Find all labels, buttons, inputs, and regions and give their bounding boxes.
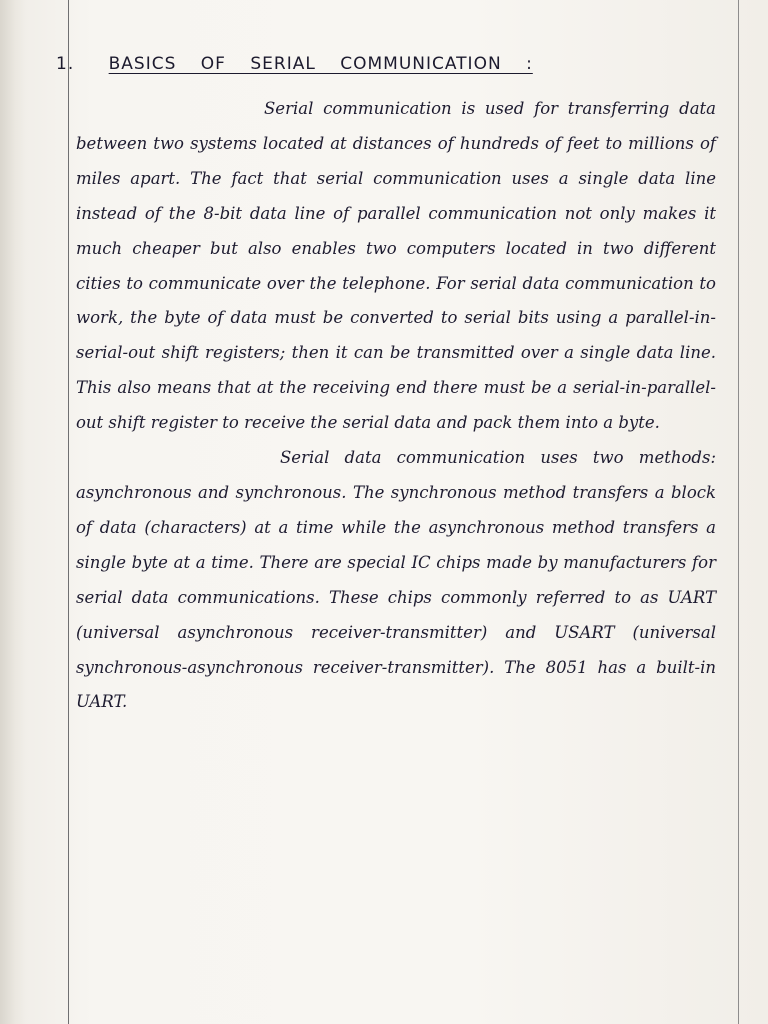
right-margin-line	[738, 0, 739, 1024]
paragraph-2-wrapper	[76, 441, 716, 720]
left-margin-line	[68, 0, 69, 1024]
section-number: 1.	[56, 54, 75, 74]
paragraph-1: Serial communication is used for transferring data between two systems located at distances of hundreds of feet to millions of miles apart. The fact that serial communication uses a single data line instead of the 8-bit data line of parallel communication not only makes it much cheaper but also enables two computers located in two different cities to communicate over the telephone. For serial data communication to work, the byte of data must be converted to serial bits using a parallel-in-serial-out shift registers; then it can be transmitted over a single data line. This also means that at the receiving end there must be a serial-in-parallel-out shift register to receive the serial data and pack them into a byte.	[76, 99, 716, 433]
section-heading	[56, 54, 533, 74]
page-binding-shadow	[0, 0, 26, 1024]
handwritten-notes	[76, 92, 716, 720]
paragraph-1-wrapper	[76, 92, 716, 441]
paragraph-2: Serial data communication uses two methods: asynchronous and synchronous. The synchronous method transfers a block of data (characters) at a time while the asynchronous method transfers a single byte at a time. There are special IC chips made by manufacturers for serial data communications. These chips commonly referred to as UART (universal asynchronous receiver-transmitter) and USART (universal synchronous-asynchronous receiver-transmitter). The 8051 has a built-in UART.	[76, 448, 716, 712]
section-title: BASICS OF SERIAL COMMUNICATION :	[108, 54, 533, 74]
